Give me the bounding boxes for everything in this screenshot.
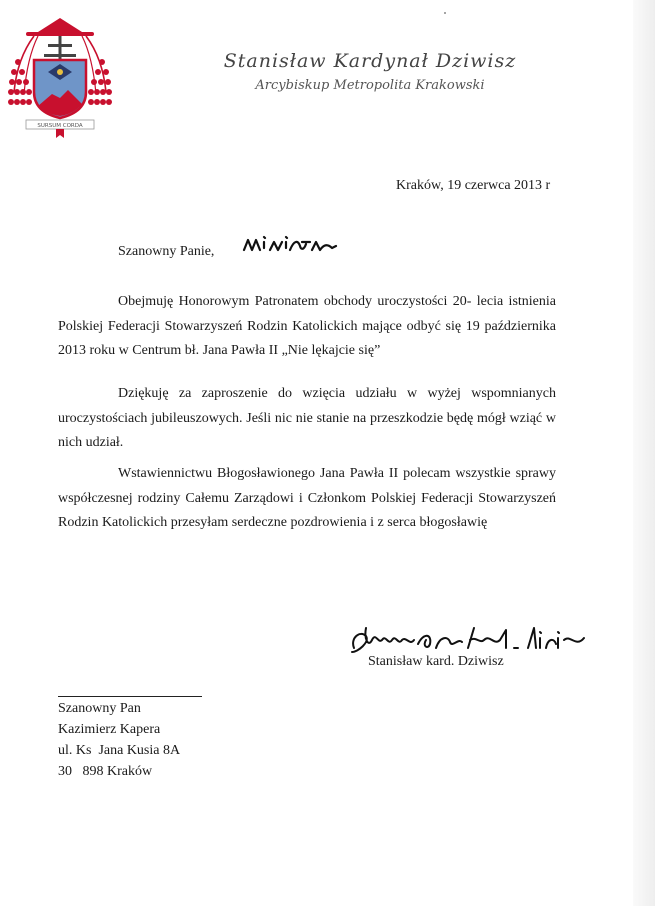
salutation: Szanowny Panie, — [118, 244, 215, 259]
letterhead — [200, 50, 540, 93]
address-line-1: Szanowny Pan — [58, 701, 141, 716]
recipient-address — [58, 698, 180, 782]
paper-edge-shading — [633, 0, 655, 906]
signer-name: Stanisław kard. Dziwisz — [368, 654, 504, 669]
letterhead-name: Stanisław Kardynał Dziwisz — [223, 50, 517, 72]
address-line-4: 30 898 Kraków — [58, 764, 153, 779]
address-rule — [58, 696, 202, 697]
paragraph-invitation: Dziękuję za zaproszenie do wzięcia udziału w wyżej wspomnianych uroczystościach jubileuszowych. Jeśli nic nie stanie na przeszkodzie będę mógł wziąć w nich udział. — [58, 386, 556, 450]
address-line-3: ul. Ks Jana Kusia 8A — [58, 743, 181, 758]
address-line-2: Kazimierz Kapera — [58, 722, 161, 737]
paragraph-patronage: Obejmuję Honorowym Patronatem obchody uroczystości 20- lecia istnienia Polskiej Federacji Stowarzyszeń Rodzin Katolickich mające odbyć się 19 października 2013 roku w Centrum bł. Jana Pawła II „Nie lękajcie się” — [58, 294, 556, 358]
letter-date: Kraków, 19 czerwca 2013 r — [396, 178, 551, 193]
handwritten-note — [240, 232, 340, 258]
coat-of-arms — [8, 12, 112, 142]
paper-speck — [444, 12, 446, 14]
svg-text:SURSUM CORDA: SURSUM CORDA — [37, 123, 83, 129]
letterhead-title: Arcybiskup Metropolita Krakowski — [255, 78, 485, 93]
paragraph-blessing: Wstawiennictwu Błogosławionego Jana Pawła II polecam wszystkie sprawy współczesnej rodziny Całemu Zarządowi i Członkom Polskiej Federacji Stowarzyszeń Rodzin Katolickich przesyłam serdeczne pozdrowienia i z serca błogosławię — [58, 466, 556, 530]
